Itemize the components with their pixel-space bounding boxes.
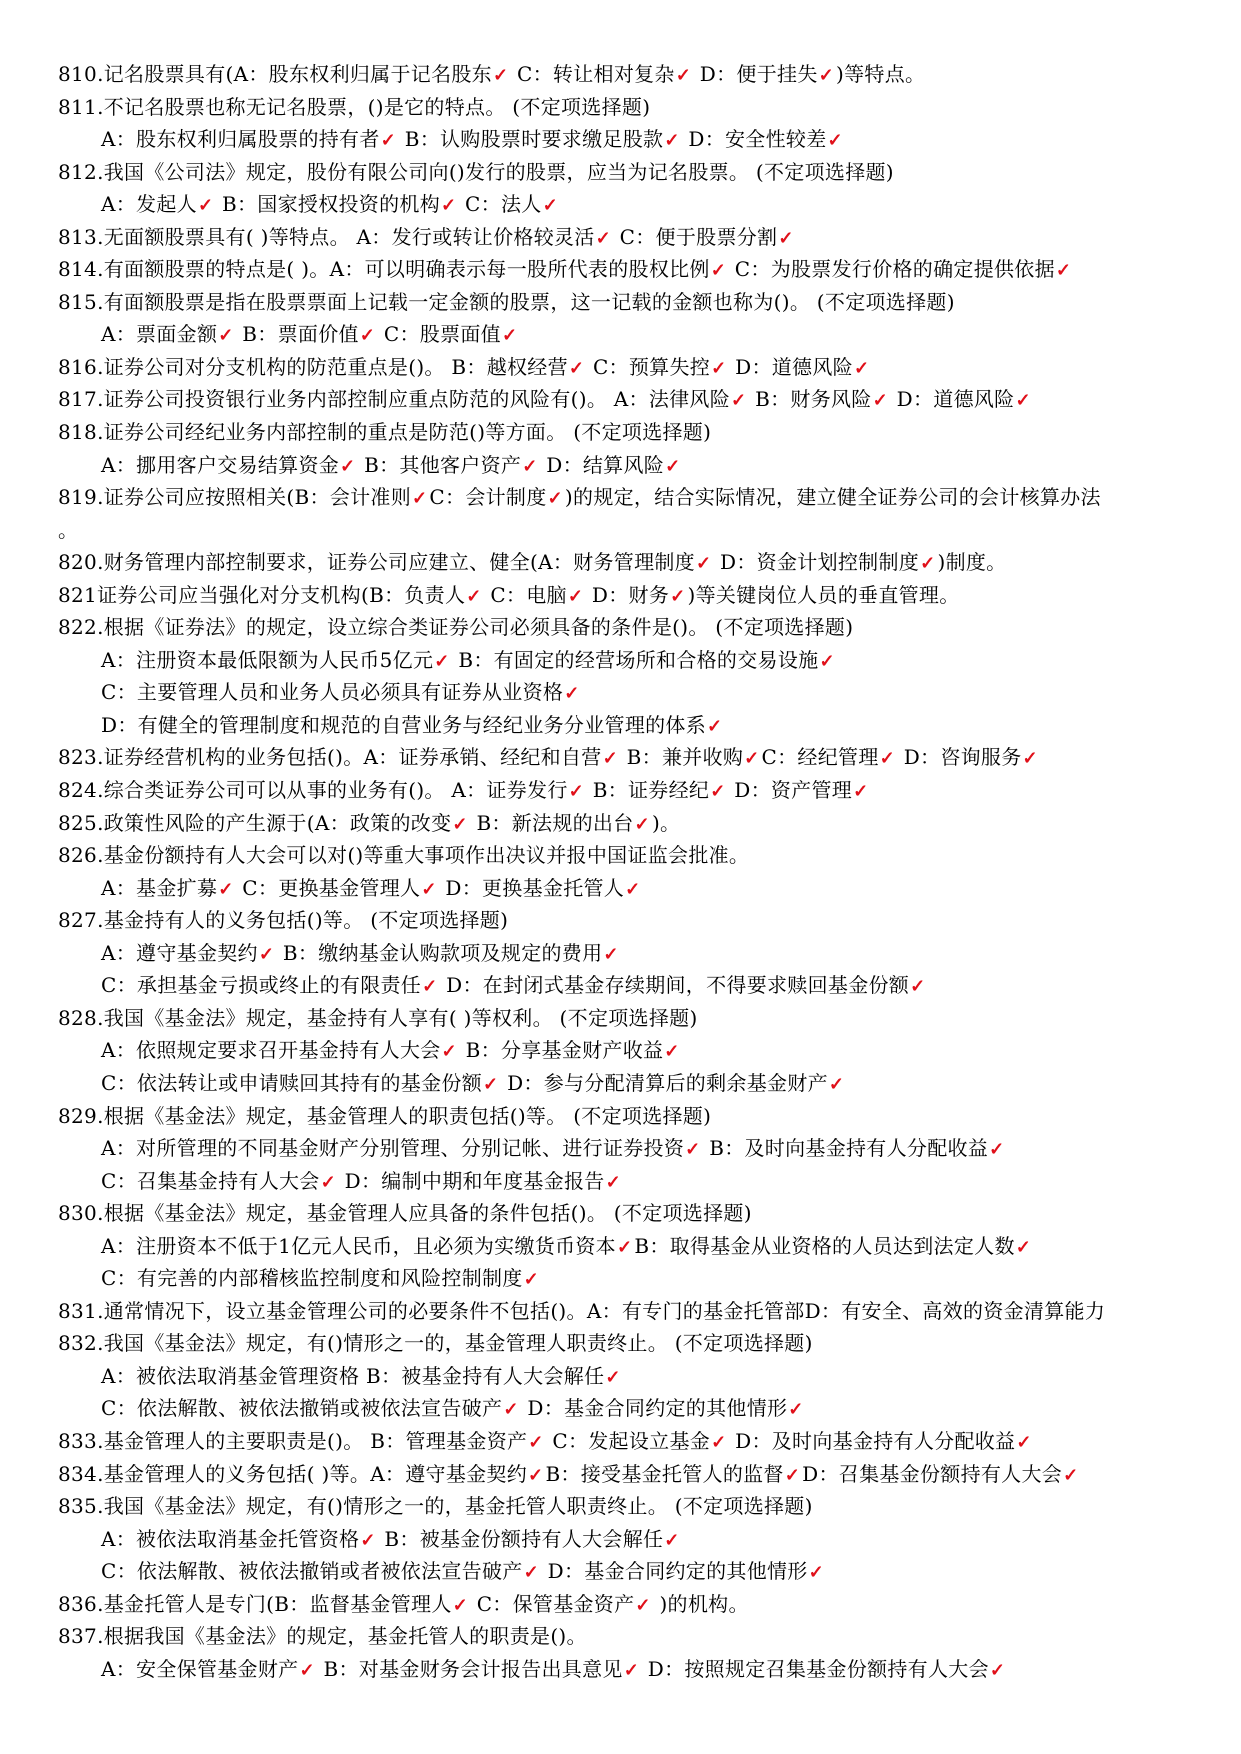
check-mark-icon: ✓ (522, 455, 538, 477)
text-segment: D：道德风险 (889, 387, 1015, 412)
text-segment: 834.基金管理人的义务包括( )等。A：遵守基金契约 (58, 1461, 528, 1486)
text-segment: D：在封闭式基金存续期间，不得要求赎回基金份额 (439, 973, 910, 998)
text-segment: 823.证券经营机构的业务包括()。A：证券承销、经纪和自营 (58, 745, 602, 770)
option-line (0, 1653, 1241, 1686)
text-segment: A：基金扩募 (101, 875, 218, 900)
check-mark-icon: ✓ (452, 813, 468, 835)
text-segment: A：对所管理的不同基金财产分别管理、分别记帐、进行证券投资 (101, 1136, 685, 1161)
question-line (0, 286, 1241, 319)
text-segment: D：及时向基金持有人分配收益 (728, 1428, 1016, 1453)
check-mark-icon: ✓ (635, 1594, 651, 1616)
check-mark-icon: ✓ (503, 1399, 519, 1421)
text-segment: B：财务风险 (748, 387, 872, 412)
check-mark-icon: ✓ (542, 195, 558, 217)
text-segment: B：及时向基金持有人分配收益 (702, 1136, 989, 1161)
check-mark-icon: ✓ (778, 227, 794, 249)
question-line (0, 546, 1241, 579)
check-mark-icon: ✓ (523, 1269, 539, 1291)
check-mark-icon: ✓ (616, 1236, 633, 1258)
text-segment: B：对基金财务会计报告出具意见 (316, 1656, 623, 1681)
text-segment: A：遵守基金契约 (101, 940, 258, 965)
text-segment: A：股东权利归属股票的持有者 (101, 127, 380, 152)
check-mark-icon: ✓ (819, 650, 835, 672)
question-line (0, 839, 1241, 872)
question-line (0, 1425, 1241, 1458)
text-segment: C：依法解散、被依法撤销或被依法宣告破产 (101, 1396, 503, 1421)
question-line (0, 807, 1241, 840)
check-mark-icon: ✓ (258, 943, 275, 965)
check-mark-icon: ✓ (685, 1139, 701, 1161)
question-line (0, 1620, 1241, 1653)
check-mark-icon: ✓ (670, 585, 686, 607)
text-segment: 825.政策性风险的产生源于(A：政策的改变 (58, 810, 452, 835)
option-line (0, 1067, 1241, 1100)
check-mark-icon: ✓ (528, 1431, 544, 1453)
check-mark-icon: ✓ (434, 650, 450, 672)
check-mark-icon: ✓ (567, 585, 584, 607)
question-line (0, 58, 1241, 91)
check-mark-icon: ✓ (564, 683, 580, 705)
text-segment: C：发起设立基金 (545, 1428, 711, 1453)
option-line (0, 1392, 1241, 1425)
check-mark-icon: ✓ (879, 748, 896, 770)
text-segment: 813.无面额股票具有( )等特点。 A：发行或转让价格较灵活 (58, 224, 595, 249)
check-mark-icon: ✓ (603, 943, 619, 965)
text-segment: 821证券公司应当强化对分支机构(B：负责人 (58, 582, 466, 607)
text-segment: C：转让相对复杂 (510, 62, 675, 86)
check-mark-icon: ✓ (492, 65, 509, 86)
text-segment: D：财务 (585, 582, 670, 607)
question-line (0, 221, 1241, 254)
text-segment: 831.通常情况下，设立基金管理公司的必要条件不包括()。A：有专门的基金托管部D：有安全、高效的资金清算能力 (58, 1298, 1106, 1323)
option-line (0, 1523, 1241, 1556)
check-mark-icon: ✓ (568, 357, 585, 379)
question-line (0, 383, 1241, 416)
check-mark-icon: ✓ (605, 1171, 621, 1193)
text-segment: C：承担基金亏损或终止的有限责任 (101, 973, 422, 998)
question-line (0, 1458, 1241, 1491)
text-segment: C：依法转让或申请赎回其持有的基金份额 (101, 1070, 483, 1095)
check-mark-icon: ✓ (501, 325, 518, 347)
text-segment: 811.不记名股票也称无记名股票，()是它的特点。 (不定项选择题) (58, 94, 651, 119)
question-line (0, 774, 1241, 807)
text-segment: A：票面金额 (101, 322, 218, 347)
text-segment: 829.根据《基金法》规定，基金管理人的职责包括()等。 (不定项选择题) (58, 1103, 712, 1128)
check-mark-icon: ✓ (675, 65, 692, 86)
check-mark-icon: ✓ (744, 748, 760, 770)
check-mark-icon: ✓ (483, 1073, 499, 1095)
text-segment: B：认购股票时要求缴足股款 (398, 127, 664, 152)
check-mark-icon: ✓ (634, 813, 650, 835)
text-segment: B：兼并收购 (619, 745, 744, 770)
check-mark-icon: ✓ (818, 65, 835, 86)
text-segment: 830.根据《基金法》规定，基金管理人应具备的条件包括()。 (不定项选择题) (58, 1201, 752, 1226)
option-line (0, 969, 1241, 1002)
check-mark-icon: ✓ (623, 1659, 640, 1681)
text-segment: C：更换基金管理人 (235, 875, 421, 900)
option-line (0, 872, 1241, 905)
text-segment: A：依照规定要求召开基金持有人大会 (101, 1038, 441, 1063)
text-segment: B：其他客户资产 (357, 452, 522, 477)
question-line (0, 514, 1241, 547)
check-mark-icon: ✓ (808, 1562, 824, 1584)
text-segment: A：安全保管基金财产 (101, 1656, 299, 1681)
check-mark-icon: ✓ (828, 1073, 845, 1095)
option-line (0, 449, 1241, 482)
check-mark-icon: ✓ (568, 781, 585, 803)
text-segment: C：会计制度 (429, 485, 547, 510)
text-segment: B：接受基金托管人的监督 (545, 1461, 784, 1486)
check-mark-icon: ✓ (664, 130, 680, 152)
text-segment: B：新法规的出台 (469, 810, 634, 835)
question-line (0, 611, 1241, 644)
check-mark-icon: ✓ (441, 1041, 457, 1063)
text-segment: 822.根据《证券法》的规定，设立综合类证券公司必须具备的条件是()。 (不定项选择题) (58, 615, 854, 640)
text-segment: 828.我国《基金法》规定，基金持有人享有( )等权利。 (不定项选择题) (58, 1005, 698, 1030)
question-line (0, 91, 1241, 124)
text-segment: B：被基金份额持有人大会解任 (377, 1526, 664, 1551)
text-segment: D：安全性较差 (681, 127, 827, 152)
text-segment: A：注册资本最低限额为人民币5亿元 (101, 647, 434, 672)
text-segment: C：电脑 (483, 582, 567, 607)
text-segment: C：便于股票分割 (613, 224, 778, 249)
text-segment: C：保管基金资产 (470, 1591, 635, 1616)
check-mark-icon: ✓ (920, 553, 936, 575)
check-mark-icon: ✓ (827, 130, 843, 152)
check-mark-icon: ✓ (1055, 260, 1072, 282)
check-mark-icon: ✓ (910, 976, 926, 998)
check-mark-icon: ✓ (340, 455, 356, 477)
text-segment: 819.证券公司应按照相关(B：会计准则 (58, 485, 412, 510)
check-mark-icon: ✓ (853, 357, 870, 379)
text-segment: )制度。 (937, 550, 1007, 575)
check-mark-icon: ✓ (422, 976, 438, 998)
option-line (0, 1360, 1241, 1393)
check-mark-icon: ✓ (218, 878, 234, 900)
option-line (0, 1230, 1241, 1263)
option-line (0, 709, 1241, 742)
question-line (0, 1295, 1241, 1328)
text-segment: D：结算风险 (539, 452, 665, 477)
check-mark-icon: ✓ (1016, 1431, 1032, 1453)
check-mark-icon: ✓ (625, 878, 641, 900)
text-segment: D：便于挂失 (693, 62, 818, 86)
question-line (0, 351, 1241, 384)
text-segment: D：基金合同约定的其他情形 (520, 1396, 788, 1421)
text-segment: C：主要管理人员和业务人员必须具有证券从业资格 (101, 680, 564, 705)
question-line (0, 1490, 1241, 1523)
text-segment: C：预算失控 (586, 354, 711, 379)
check-mark-icon: ✓ (1015, 1236, 1032, 1258)
text-segment: 837.根据我国《基金法》的规定，基金托管人的职责是()。 (58, 1624, 587, 1649)
check-mark-icon: ✓ (710, 781, 726, 803)
text-segment: D：道德风险 (728, 354, 853, 379)
question-line (0, 579, 1241, 612)
question-line (0, 1100, 1241, 1133)
check-mark-icon: ✓ (1022, 748, 1038, 770)
question-line (0, 1197, 1241, 1230)
question-line (0, 416, 1241, 449)
text-segment: )的规定，结合实际情况，建立健全证券公司的会计核算办法 (564, 485, 1101, 510)
text-segment: 810.记名股票具有(A：股东权利归属于记名股东 (58, 62, 492, 86)
check-mark-icon: ✓ (466, 585, 482, 607)
text-segment: D：资金计划控制制度 (713, 550, 920, 575)
text-segment: 815.有面额股票是指在股票票面上记载一定金额的股票，这一记载的金额也称为()。 (不定项选择题) (58, 289, 955, 314)
text-segment: D：资产管理 (727, 778, 853, 803)
check-mark-icon: ✓ (452, 1594, 469, 1616)
text-segment: D：编制中期和年度基金报告 (338, 1168, 605, 1193)
check-mark-icon: ✓ (711, 1431, 727, 1453)
check-mark-icon: ✓ (695, 553, 712, 575)
question-line (0, 481, 1241, 514)
text-segment: D：参与分配清算后的剩余基金财产 (500, 1070, 828, 1095)
option-line (0, 676, 1241, 709)
check-mark-icon: ✓ (421, 878, 437, 900)
text-segment: 835.我国《基金法》规定，有()情形之一的，基金托管人职责终止。 (不定项选择题) (58, 1494, 813, 1519)
text-segment: C：经纪管理 (761, 745, 879, 770)
text-segment: A：被依法取消基金管理资格 B：被基金持有人大会解任 (101, 1363, 605, 1388)
check-mark-icon: ✓ (788, 1399, 804, 1421)
check-mark-icon: ✓ (412, 488, 428, 510)
text-segment: )等关键岗位人员的垂直管理。 (687, 582, 960, 607)
question-line (0, 1002, 1241, 1035)
check-mark-icon: ✓ (360, 1529, 376, 1551)
check-mark-icon: ✓ (547, 488, 563, 510)
text-segment: D：更换基金托管人 (438, 875, 625, 900)
text-segment: B：国家授权投资的机构 (215, 192, 440, 217)
check-mark-icon: ✓ (665, 455, 681, 477)
text-segment: C：法人 (458, 192, 542, 217)
text-segment: 。 (58, 517, 79, 542)
option-line (0, 1034, 1241, 1067)
text-segment: B：有固定的经营场所和合格的交易设施 (451, 647, 819, 672)
question-line (0, 156, 1241, 189)
text-segment: D：召集基金份额持有人大会 (802, 1461, 1063, 1486)
check-mark-icon: ✓ (299, 1659, 315, 1681)
check-mark-icon: ✓ (872, 390, 888, 412)
option-line (0, 1165, 1241, 1198)
check-mark-icon: ✓ (380, 130, 397, 152)
question-line (0, 904, 1241, 937)
text-segment: 826.基金份额持有人大会可以对()等重大事项作出决议并报中国证监会批准。 (58, 843, 750, 868)
text-segment: A：发起人 (101, 192, 197, 217)
check-mark-icon: ✓ (664, 1041, 680, 1063)
option-line (0, 318, 1241, 351)
text-segment: 824.综合类证券公司可以从事的业务有()。 A：证券发行 (58, 778, 568, 803)
text-segment: )。 (651, 810, 681, 835)
text-segment: 814.有面额股票的特点是( )。A：可以明确表示每一股所代表的股权比例 (58, 257, 710, 282)
check-mark-icon: ✓ (707, 715, 723, 737)
option-line (0, 937, 1241, 970)
option-line (0, 1132, 1241, 1165)
option-line (0, 1555, 1241, 1588)
check-mark-icon: ✓ (197, 195, 214, 217)
text-segment: 817.证券公司投资银行业务内部控制应重点防范的风险有()。 A：法律风险 (58, 387, 731, 412)
text-segment: C：依法解散、被依法撤销或者被依法宣告破产 (101, 1559, 523, 1584)
text-segment: 818.证券公司经纪业务内部控制的重点是防范()等方面。 (不定项选择题) (58, 420, 712, 445)
check-mark-icon: ✓ (602, 748, 618, 770)
option-line (0, 123, 1241, 156)
text-segment: 832.我国《基金法》规定，有()情形之一的，基金管理人职责终止。 (不定项选择题) (58, 1331, 813, 1356)
check-mark-icon: ✓ (731, 390, 747, 412)
option-line (0, 188, 1241, 221)
option-line (0, 644, 1241, 677)
question-line (0, 741, 1241, 774)
text-segment: C：召集基金持有人大会 (101, 1168, 320, 1193)
text-segment: B：票面价值 (235, 322, 359, 347)
option-line (0, 1262, 1241, 1295)
text-segment: B：证券经纪 (586, 778, 710, 803)
check-mark-icon: ✓ (441, 195, 457, 217)
check-mark-icon: ✓ (711, 357, 727, 379)
text-segment: B：取得基金从业资格的人员达到法定人数 (634, 1233, 1015, 1258)
check-mark-icon: ✓ (528, 1464, 544, 1486)
text-segment: 827.基金持有人的义务包括()等。 (不定项选择题) (58, 908, 509, 933)
check-mark-icon: ✓ (320, 1171, 336, 1193)
text-segment: B：缴纳基金认购款项及规定的费用 (276, 940, 603, 965)
check-mark-icon: ✓ (1015, 390, 1031, 412)
text-segment: A：注册资本不低于1亿元人民币，且必须为实缴货币资本 (101, 1233, 616, 1258)
text-segment: A：挪用客户交易结算资金 (101, 452, 340, 477)
check-mark-icon: ✓ (218, 325, 234, 347)
text-segment: D：按照规定召集基金份额持有人大会 (641, 1656, 989, 1681)
check-mark-icon: ✓ (989, 1139, 1005, 1161)
check-mark-icon: ✓ (359, 325, 376, 347)
text-segment: 812.我国《公司法》规定，股份有限公司向()发行的股票，应当为记名股票。 (不定项选择题) (58, 159, 894, 184)
check-mark-icon: ✓ (523, 1562, 539, 1584)
text-segment: C：有完善的内部稽核监控制度和风险控制制度 (101, 1266, 523, 1291)
check-mark-icon: ✓ (664, 1529, 680, 1551)
text-segment: B：分享基金财产收益 (458, 1038, 664, 1063)
text-segment: 816.证券公司对分支机构的防范重点是()。 B：越权经营 (58, 354, 568, 379)
text-segment: 833.基金管理人的主要职责是()。 B：管理基金资产 (58, 1428, 528, 1453)
text-segment: D：基金合同约定的其他情形 (541, 1559, 808, 1584)
question-line (0, 1327, 1241, 1360)
check-mark-icon: ✓ (989, 1659, 1006, 1681)
text-segment: C：股票面值 (377, 322, 501, 347)
text-segment: D：有健全的管理制度和规范的自营业务与经纪业务分业管理的体系 (101, 712, 707, 737)
text-segment: D：咨询服务 (897, 745, 1022, 770)
text-segment: A：被依法取消基金托管资格 (101, 1526, 360, 1551)
question-line (0, 1588, 1241, 1621)
check-mark-icon: ✓ (784, 1464, 801, 1486)
text-segment: )的机构。 (652, 1591, 749, 1616)
check-mark-icon: ✓ (1063, 1464, 1079, 1486)
text-segment: 836.基金托管人是专门(B：监督基金管理人 (58, 1591, 452, 1616)
question-line (0, 253, 1241, 286)
check-mark-icon: ✓ (595, 227, 611, 249)
text-segment: 820.财务管理内部控制要求，证券公司应建立、健全(A：财务管理制度 (58, 550, 695, 575)
check-mark-icon: ✓ (710, 260, 727, 282)
text-segment: )等特点。 (836, 62, 926, 86)
check-mark-icon: ✓ (605, 1366, 621, 1388)
check-mark-icon: ✓ (853, 781, 869, 803)
text-segment: C：为股票发行价格的确定提供依据 (728, 257, 1055, 282)
